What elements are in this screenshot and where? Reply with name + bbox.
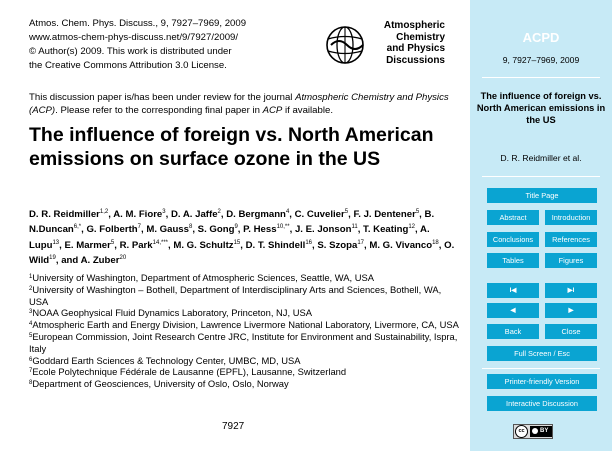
author xyxy=(243,224,295,235)
author-affiliation-mark: 5 xyxy=(110,239,115,246)
printer-friendly-button[interactable]: Printer-friendly Version xyxy=(487,374,597,389)
header-line-copyright: © Author(s) 2009. This work is distributed under xyxy=(29,46,232,57)
author-name: D. R. Reidmiller xyxy=(29,209,100,220)
author-name: A. Zuber xyxy=(80,254,120,266)
by-mark xyxy=(530,426,552,437)
fullscreen-button[interactable]: Full Screen / Esc xyxy=(487,346,597,361)
notice-middle: . Please refer to the corresponding final paper in xyxy=(55,105,263,116)
author-separator: , xyxy=(419,209,425,220)
author-name: A. M. Fiore xyxy=(113,209,163,220)
next-icon: ▶ xyxy=(568,307,574,314)
affiliation-number: 4 xyxy=(29,321,33,328)
author-separator: , xyxy=(114,239,120,251)
author xyxy=(173,240,245,251)
author-affiliation-mark: 7 xyxy=(137,224,141,231)
affiliation xyxy=(29,331,459,355)
author-name: F. J. Dentener xyxy=(353,209,416,220)
affiliation-text: NOAA Geophysical Fluid Dynamics Laboratory, Princeton, NJ, USA xyxy=(32,307,312,319)
author xyxy=(86,224,146,235)
author-separator: , xyxy=(108,209,114,220)
affiliation xyxy=(29,355,459,367)
author-affiliation-mark: 18 xyxy=(432,239,439,246)
affiliation-text: University of Washington, Department of Atmospheric Sciences, Seattle, WA, USA xyxy=(32,272,374,283)
cc-mark: cc xyxy=(515,425,528,438)
last-page-button[interactable] xyxy=(545,283,597,298)
author-separator: , xyxy=(438,239,445,251)
author-name: M. G. Vivanco xyxy=(369,239,433,251)
notice-prefix: This discussion paper is/has been under review for the journal xyxy=(29,92,296,103)
author-separator: , xyxy=(289,224,295,236)
journal-logo xyxy=(323,17,445,71)
close-button[interactable]: Close xyxy=(545,324,597,339)
affiliation xyxy=(29,284,459,308)
header-line-citation: Atmos. Chem. Phys. Discuss., 9, 7927–7969, 2009 xyxy=(29,18,247,29)
author-name: P. Hess xyxy=(243,224,277,236)
author-name: T. Keating xyxy=(363,224,409,236)
author xyxy=(369,240,444,251)
author-affiliation-mark: 8 xyxy=(188,224,193,231)
author-separator: , xyxy=(220,209,227,220)
author xyxy=(64,240,119,251)
author-affiliation-mark: 13 xyxy=(52,239,60,246)
author-name: J. E. Jonson xyxy=(294,224,352,236)
logo-line-atmospheric: Atmospheric xyxy=(383,20,445,31)
affiliation xyxy=(29,319,459,331)
affiliation xyxy=(29,307,459,319)
author-affiliation-mark: 16 xyxy=(305,239,312,246)
person-icon xyxy=(532,428,538,434)
skip-last-icon: ▶I xyxy=(567,287,575,294)
author-name: D. T. Shindell xyxy=(245,239,306,251)
author-affiliation-mark: 20 xyxy=(119,254,127,261)
author-affiliation-mark: 6,* xyxy=(73,224,82,231)
author xyxy=(295,209,354,220)
author-list xyxy=(29,207,459,268)
affiliation-text: European Commission, Joint Research Centre JRC, Institute for Environment and Sustainability, Ispra, Italy xyxy=(29,330,458,354)
author-name: M. Gauss xyxy=(146,224,189,236)
author xyxy=(146,224,197,235)
paper-title: The influence of foreign vs. North American emissions on surface ozone in the US xyxy=(29,124,434,170)
affiliation-text: University of Washington – Bothell, Department of Interdisciplinary Arts and Sciences, Bothell, WA, USA xyxy=(29,283,442,307)
sidebar-paper-title: The influence of foreign vs. North American emissions in the US xyxy=(476,91,606,125)
author-affiliation-mark: 4 xyxy=(285,209,290,215)
affiliation-number: 7 xyxy=(29,368,33,375)
author-affiliation-mark: 1,2 xyxy=(99,209,109,215)
skip-first-icon: I◀ xyxy=(509,287,517,294)
cc-by-icon[interactable] xyxy=(513,424,553,439)
author-name: O. Wild xyxy=(29,239,455,266)
author xyxy=(363,224,420,235)
affiliation-number: 6 xyxy=(29,356,33,363)
navigation-sidebar xyxy=(470,0,612,451)
author-name: M. G. Schultz xyxy=(173,239,234,251)
author xyxy=(113,209,171,220)
sidebar-author: D. R. Reidmiller et al. xyxy=(500,153,582,163)
interactive-discussion-button[interactable]: Interactive Discussion xyxy=(487,396,597,411)
header-line-license: the Creative Commons Attribution 3.0 License. xyxy=(29,60,227,71)
author-name: D. A. Jaffe xyxy=(170,209,218,220)
author-name: A. Lupu xyxy=(29,224,430,251)
author-separator: , xyxy=(312,239,318,251)
author-affiliation-mark: 11 xyxy=(351,224,358,231)
author-affiliation-mark: 19 xyxy=(49,254,56,261)
introduction-button[interactable]: Introduction xyxy=(545,210,597,225)
author-name: S. Szopa xyxy=(317,239,358,251)
tables-button[interactable]: Tables xyxy=(487,253,539,268)
affiliation-text: Goddard Earth Sciences & Technology Center, UMBC, MD, USA xyxy=(32,354,301,366)
author-separator: , xyxy=(140,224,147,236)
conclusions-button[interactable]: Conclusions xyxy=(487,232,539,247)
author-name: G. Folberth xyxy=(86,224,138,236)
affiliation-text: Department of Geosciences, University of Oslo, Oslo, Norway xyxy=(32,378,289,390)
back-button[interactable]: Back xyxy=(487,324,539,339)
author-affiliation-mark: 17 xyxy=(357,239,365,246)
sidebar-divider xyxy=(482,77,600,78)
affiliation xyxy=(29,366,459,378)
affiliation-text: Atmospheric Earth and Energy Division, Lawrence Livermore National Laboratory, Livermore, CA, USA xyxy=(32,319,459,331)
page-number: 7927 xyxy=(222,421,245,432)
affiliation-number: 5 xyxy=(29,332,33,339)
logo-line-physics: and Physics xyxy=(386,43,445,54)
previous-button[interactable] xyxy=(487,303,539,318)
author-separator: , xyxy=(289,209,295,220)
sidebar-journal-name: ACPD xyxy=(522,30,560,45)
journal-header xyxy=(29,17,246,73)
affiliation-number: 3 xyxy=(29,309,33,316)
author xyxy=(120,240,174,251)
next-button[interactable] xyxy=(545,303,597,318)
author-affiliation-mark: 12 xyxy=(408,224,416,231)
author xyxy=(171,209,226,220)
author-separator: , xyxy=(192,224,198,236)
author xyxy=(295,224,363,235)
logo-line-discussions: Discussions xyxy=(386,54,445,66)
sidebar-divider xyxy=(482,368,600,369)
logo-line-chemistry: Chemistry xyxy=(396,31,445,43)
affiliation xyxy=(29,272,459,284)
references-button[interactable]: References xyxy=(545,232,597,247)
author xyxy=(198,224,243,235)
affiliation xyxy=(29,378,459,390)
author-separator: , and xyxy=(55,254,81,266)
author-separator: , xyxy=(240,239,246,251)
author-separator: , xyxy=(348,209,354,220)
previous-icon: ◀ xyxy=(510,307,516,314)
author-separator: , xyxy=(415,224,421,236)
author-separator: , xyxy=(237,224,244,236)
first-page-button[interactable] xyxy=(487,283,539,298)
author-name: D. Bergmann xyxy=(226,209,286,220)
affiliation-number: 8 xyxy=(29,380,33,387)
author xyxy=(317,240,369,251)
author-affiliation-mark: 3 xyxy=(162,209,166,215)
affiliation-number: 1 xyxy=(29,274,33,280)
by-label: BY xyxy=(540,428,549,434)
author-name: B. N.Duncan xyxy=(29,209,435,236)
logo-text xyxy=(367,20,445,66)
affiliation-text: Ecole Polytechnique Fédérale de Lausanne (EPFL), Lausanne, Switzerland xyxy=(32,366,347,378)
sidebar-divider xyxy=(482,176,600,177)
author-affiliation-mark: 5 xyxy=(344,209,349,215)
author-affiliation-mark: 15 xyxy=(233,239,241,246)
notice-journal: Atmospheric Chemistry and Physics (ACP) xyxy=(29,92,449,116)
author xyxy=(246,240,318,251)
author-affiliation-mark: 9 xyxy=(234,224,238,231)
author-name: C. Cuvelier xyxy=(294,209,345,220)
author-name: E. Marmer xyxy=(64,239,111,251)
sidebar-reference: 9, 7927–7969, 2009 xyxy=(502,55,580,65)
egu-globe-icon xyxy=(325,25,365,65)
author-affiliation-mark: 5 xyxy=(415,209,420,215)
header-line-url[interactable]: www.atmos-chem-phys-discuss.net/9/7927/2009/ xyxy=(29,32,239,43)
author-separator: , xyxy=(364,239,370,251)
review-notice xyxy=(29,91,454,117)
author-name: R. Park xyxy=(119,239,153,251)
author-affiliation-mark: 10,** xyxy=(276,224,290,231)
affiliation-list xyxy=(29,272,459,390)
author xyxy=(29,209,113,220)
author-separator: , xyxy=(81,224,87,236)
author xyxy=(226,209,294,220)
author-separator: , xyxy=(168,239,174,251)
notice-suffix: if available. xyxy=(282,105,333,116)
abstract-button[interactable]: Abstract xyxy=(487,210,539,225)
figures-button[interactable]: Figures xyxy=(545,253,597,268)
author-affiliation-mark: 14,*** xyxy=(152,239,168,246)
author-separator: , xyxy=(357,224,364,236)
affiliation-number: 2 xyxy=(29,285,33,292)
notice-acp: ACP xyxy=(262,105,283,116)
author xyxy=(353,209,424,220)
title-page-button[interactable]: Title Page xyxy=(487,188,597,203)
author-separator: , xyxy=(165,209,171,220)
author-separator: , xyxy=(59,239,65,251)
author-affiliation-mark: 2 xyxy=(217,209,221,215)
author xyxy=(81,255,127,266)
author-name: S. Gong xyxy=(197,224,235,236)
